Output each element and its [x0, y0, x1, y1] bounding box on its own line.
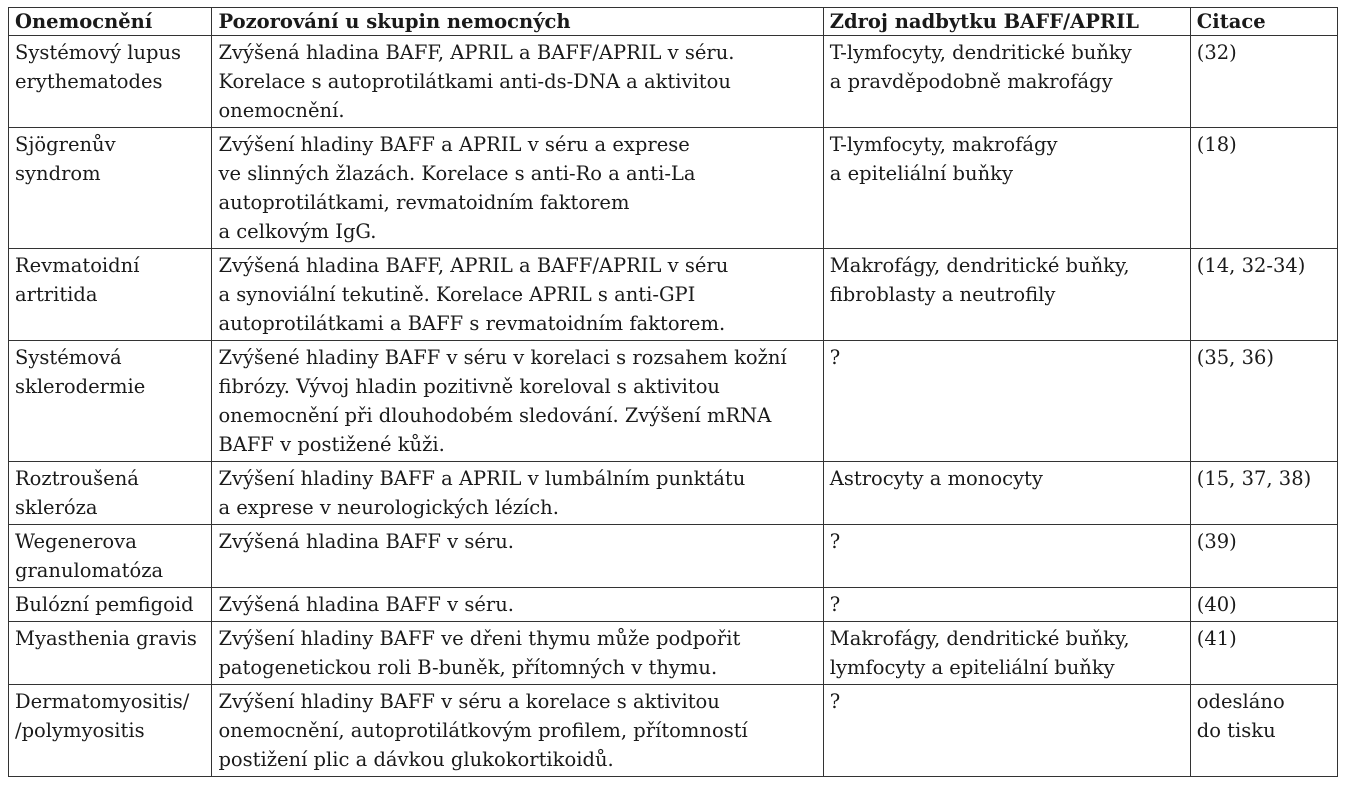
cell-line: (32) — [1196, 41, 1237, 64]
source-cell — [823, 622, 1190, 685]
disease-cell — [9, 462, 212, 525]
cell-line: Zvýšená hladina BAFF v séru. — [218, 530, 514, 553]
disease-cell — [9, 588, 212, 622]
observation-cell — [212, 588, 823, 622]
citation-cell — [1190, 525, 1337, 588]
cell-line: ? — [829, 690, 841, 713]
cell-line: Zvýšená hladina BAFF v séru. — [218, 593, 514, 616]
header-source: Zdroj nadbytku BAFF/APRIL — [823, 8, 1190, 36]
observation-cell — [212, 525, 823, 588]
table-row — [9, 622, 1338, 685]
citation-cell — [1190, 36, 1337, 128]
cell-line: (40) — [1196, 593, 1237, 616]
source-cell — [823, 36, 1190, 128]
cell-line: skleróza — [15, 496, 98, 519]
cell-line: Astrocyty a monocyty — [829, 467, 1043, 490]
cell-line: Roztroušená — [15, 467, 139, 490]
cell-line: (14, 32-34) — [1196, 254, 1306, 277]
cell-line: onemocnění, autoprotilátkovým profilem, přítomností — [218, 719, 748, 742]
cell-line: a pravděpodobně makrofágy — [829, 70, 1113, 93]
observation-cell — [212, 685, 823, 777]
cell-line: Dermatomyositis/ — [15, 690, 190, 713]
cell-line: ve slinných žlazách. Korelace s anti-Ro a anti-La — [218, 162, 696, 185]
source-cell — [823, 588, 1190, 622]
table-body — [9, 36, 1338, 777]
cell-line: fibroblasty a neutrofily — [829, 283, 1056, 306]
source-cell — [823, 341, 1190, 462]
table-row — [9, 128, 1338, 249]
cell-line: (15, 37, 38) — [1196, 467, 1312, 490]
source-cell — [823, 462, 1190, 525]
cell-line: onemocnění. — [218, 99, 345, 122]
citation-cell — [1190, 341, 1337, 462]
cell-line: Zvýšení hladiny BAFF v séru a korelace s aktivitou — [218, 690, 720, 713]
cell-line: T-lymfocyty, dendritické buňky — [829, 41, 1132, 64]
cell-line: (18) — [1196, 133, 1237, 156]
cell-line: Bulózní pemfigoid — [15, 593, 194, 616]
cell-line: BAFF v postižené kůži. — [218, 433, 445, 456]
disease-cell — [9, 249, 212, 341]
cell-line: Systémový lupus — [15, 41, 182, 64]
disease-cell — [9, 341, 212, 462]
table-row — [9, 462, 1338, 525]
cell-line: Zvýšení hladiny BAFF a APRIL v lumbálním punktátu — [218, 467, 746, 490]
cell-line: syndrom — [15, 162, 101, 185]
disease-cell — [9, 36, 212, 128]
observation-cell — [212, 36, 823, 128]
header-citation: Citace — [1190, 8, 1337, 36]
observation-cell — [212, 462, 823, 525]
cell-line: Zvýšená hladina BAFF, APRIL a BAFF/APRIL v séru. — [218, 41, 735, 64]
table-row — [9, 588, 1338, 622]
cell-line: postižení plic a dávkou glukokortikoidů. — [218, 748, 614, 771]
disease-cell — [9, 685, 212, 777]
source-cell — [823, 685, 1190, 777]
cell-line: Korelace s autoprotilátkami anti-ds-DNA a aktivitou — [218, 70, 731, 93]
citation-cell — [1190, 128, 1337, 249]
cell-line: Zvýšená hladina BAFF, APRIL a BAFF/APRIL v séru — [218, 254, 729, 277]
disease-cell — [9, 525, 212, 588]
cell-line: artritida — [15, 283, 98, 306]
citation-cell — [1190, 588, 1337, 622]
cell-line: Makrofágy, dendritické buňky, — [829, 254, 1130, 277]
citation-cell — [1190, 462, 1337, 525]
baff-april-table — [8, 7, 1338, 777]
cell-line: sklerodermie — [15, 375, 146, 398]
header-observation: Pozorování u skupin nemocných — [212, 8, 823, 36]
cell-line: onemocnění při dlouhodobém sledování. Zvýšení mRNA — [218, 404, 772, 427]
cell-line: granulomatóza — [15, 559, 164, 582]
header-disease: Onemocnění — [9, 8, 212, 36]
disease-cell — [9, 128, 212, 249]
citation-cell — [1190, 685, 1337, 777]
cell-line: Systémová — [15, 346, 122, 369]
source-cell — [823, 249, 1190, 341]
cell-line: autoprotilátkami a BAFF s revmatoidním faktorem. — [218, 312, 726, 335]
cell-line: a exprese v neurologických lézích. — [218, 496, 559, 519]
observation-cell — [212, 622, 823, 685]
citation-cell — [1190, 622, 1337, 685]
cell-line: Zvýšení hladiny BAFF a APRIL v séru a exprese — [218, 133, 690, 156]
document-page — [8, 7, 1338, 777]
table-header — [9, 8, 1338, 36]
table-row — [9, 685, 1338, 777]
cell-line: Zvýšení hladiny BAFF ve dřeni thymu může podpořit — [218, 627, 741, 650]
cell-line: Makrofágy, dendritické buňky, — [829, 627, 1130, 650]
observation-cell — [212, 341, 823, 462]
cell-line: Wegenerova — [15, 530, 137, 553]
cell-line: Revmatoidní — [15, 254, 140, 277]
table-row — [9, 36, 1338, 128]
cell-line: Sjögrenův — [15, 133, 116, 156]
cell-line: (39) — [1196, 530, 1237, 553]
cell-line: fibrózy. Vývoj hladin pozitivně koreloval s aktivitou — [218, 375, 720, 398]
source-cell — [823, 128, 1190, 249]
cell-line: a synoviální tekutině. Korelace APRIL s anti-GPI — [218, 283, 696, 306]
observation-cell — [212, 128, 823, 249]
disease-cell — [9, 622, 212, 685]
cell-line: odesláno — [1196, 690, 1285, 713]
cell-line: patogenetickou roli B-buněk, přítomných v thymu. — [218, 656, 718, 679]
cell-line: (35, 36) — [1196, 346, 1275, 369]
table-row — [9, 341, 1338, 462]
cell-line: lymfocyty a epiteliální buňky — [829, 656, 1115, 679]
observation-cell — [212, 249, 823, 341]
cell-line: do tisku — [1196, 719, 1276, 742]
cell-line: /polymyositis — [15, 719, 145, 742]
citation-cell — [1190, 249, 1337, 341]
header-row — [9, 8, 1338, 36]
cell-line: Myasthenia gravis — [15, 627, 197, 650]
cell-line: (41) — [1196, 627, 1237, 650]
source-cell — [823, 525, 1190, 588]
cell-line: erythematodes — [15, 70, 163, 93]
table-row — [9, 249, 1338, 341]
cell-line: Zvýšené hladiny BAFF v séru v korelaci s rozsahem kožní — [218, 346, 787, 369]
cell-line: ? — [829, 530, 841, 553]
cell-line: a epiteliální buňky — [829, 162, 1013, 185]
cell-line: a celkovým IgG. — [218, 220, 377, 243]
table-row — [9, 525, 1338, 588]
cell-line: autoprotilátkami, revmatoidním faktorem — [218, 191, 630, 214]
cell-line: T-lymfocyty, makrofágy — [829, 133, 1058, 156]
cell-line: ? — [829, 593, 841, 616]
cell-line: ? — [829, 346, 841, 369]
